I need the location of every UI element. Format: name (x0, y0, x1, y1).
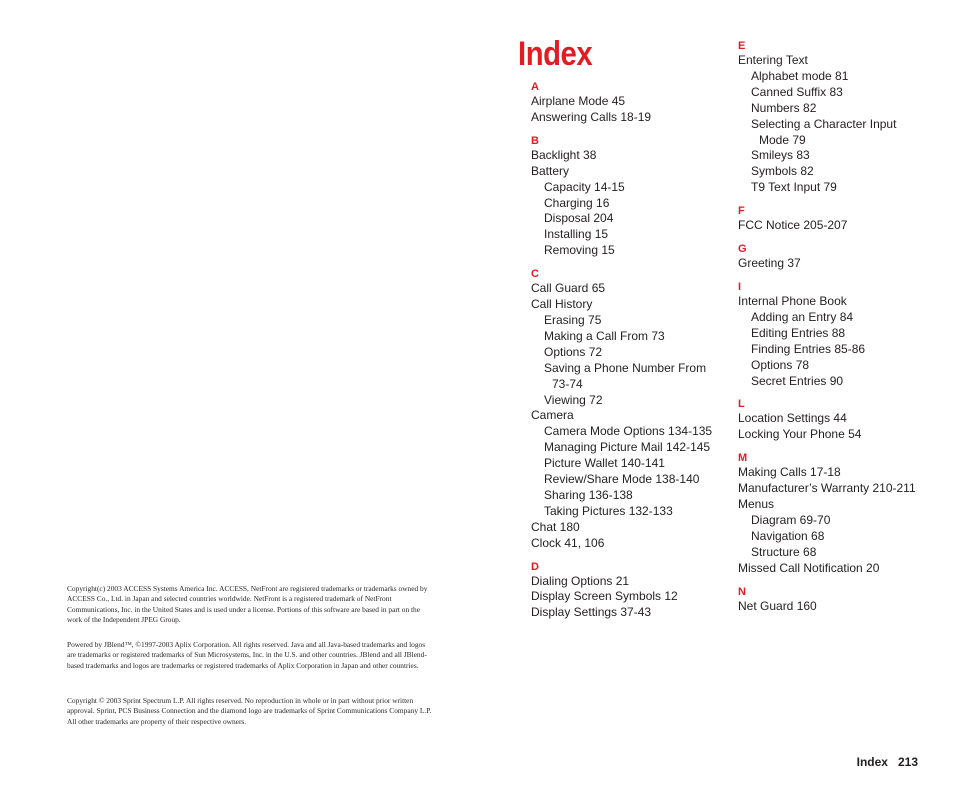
index-subentry: Viewing 72 (544, 392, 603, 407)
index-subentry: Installing 15 (544, 227, 609, 242)
index-column-left (531, 80, 731, 629)
index-column-right (738, 39, 938, 622)
section-letter: G (738, 243, 747, 256)
index-entry: Camera (531, 408, 574, 423)
index-subentry: Saving a Phone Number From (544, 360, 707, 375)
index-entry: Making Calls 17-18 (738, 465, 841, 480)
index-entry: Location Settings 44 (738, 411, 847, 426)
section-letter: M (738, 452, 748, 465)
index-subentry: Smileys 83 (751, 148, 810, 163)
index-entry: Dialing Options 21 (531, 573, 630, 588)
index-section-d (531, 560, 731, 622)
index-entry: Chat 180 (531, 519, 580, 534)
index-entry: Display Screen Symbols 12 (531, 589, 678, 604)
index-subentry: T9 Text Input 79 (751, 180, 837, 195)
footer-label: Index (856, 755, 888, 769)
index-section-m (738, 451, 938, 576)
index-entry: Manufacturer’s Warranty 210-211 (738, 481, 916, 496)
index-entry: Backlight 38 (531, 147, 597, 162)
index-subentry: Symbols 82 (751, 164, 814, 179)
index-subentry: Canned Suffix 83 (751, 84, 843, 99)
index-subentry: Camera Mode Options 134-135 (544, 424, 713, 439)
index-entry: FCC Notice 205-207 (738, 218, 848, 233)
index-section-c (531, 267, 731, 551)
section-letter: B (531, 134, 539, 147)
index-subentry: Review/Share Mode 138-140 (544, 472, 700, 487)
index-subentry: Numbers 82 (751, 100, 817, 115)
index-subentry: Adding an Entry 84 (751, 309, 854, 324)
index-subentry: Alphabet mode 81 (751, 68, 849, 83)
index-subentry: Structure 68 (751, 544, 817, 559)
index-subentry: Options 78 (751, 357, 810, 372)
index-subentry: Removing 15 (544, 243, 615, 258)
index-section-g (738, 242, 938, 272)
index-subentry-continuation: 73-74 (552, 376, 583, 391)
section-letter: I (738, 280, 742, 293)
legal-text: Copyright © 2003 Sprint Spectrum L.P. All rights reserved. No reproduction in whole or in part without prior written approval. Sprint, PCS Business Connection and the diamond logo are trademarks of Sprint Communications Company L.P. All other trademarks are property of their respective owners. (67, 696, 432, 726)
index-section-l (738, 397, 938, 443)
section-letter: D (531, 560, 539, 573)
index-entry: Missed Call Notification 20 (738, 560, 880, 575)
index-section-b (531, 134, 731, 259)
index-subentry-continuation: Mode 79 (759, 132, 806, 147)
index-subentry: Options 72 (544, 344, 603, 359)
index-subentry: Disposal 204 (544, 211, 614, 226)
index-entry: Airplane Mode 45 (531, 94, 626, 108)
index-section-e (738, 39, 938, 196)
index-subentry: Picture Wallet 140-141 (544, 456, 665, 471)
index-subentry: Making a Call From 73 (544, 328, 665, 343)
index-subentry: Selecting a Character Input (751, 116, 897, 131)
index-subentry: Navigation 68 (751, 528, 825, 543)
index-section-n (738, 585, 938, 615)
index-subentry: Editing Entries 88 (751, 325, 846, 340)
section-letter: E (738, 40, 746, 52)
legal-text: Powered by JBlend™, ©1997-2003 Aplix Corporation. All rights reserved. Java and all Java-based trademarks and logos are trademarks or registered trademarks of Sun Microsystems, Inc. in the U.S. and other countries. JBlend and all JBlend-based trademarks and logos are trademarks or registered trademarks of Aplix Corporation in Japan and other countries. (67, 640, 427, 670)
section-letter: L (738, 398, 745, 411)
index-entry: Locking Your Phone 54 (738, 427, 862, 442)
index-subentry: Capacity 14-15 (544, 179, 625, 194)
index-entry: Call History (531, 297, 593, 312)
index-section-i (738, 280, 938, 389)
section-letter: F (738, 205, 745, 218)
index-section-f (738, 204, 938, 234)
index-entry: Clock 41, 106 (531, 535, 605, 550)
index-entry: Internal Phone Book (738, 293, 847, 308)
page-number: 213 (897, 755, 918, 769)
index-entry: Call Guard 65 (531, 281, 606, 296)
index-entry: Answering Calls 18-19 (531, 109, 652, 124)
index-entry: Greeting 37 (738, 256, 801, 271)
legal-text: Copyright(c) 2003 ACCESS Systems America Inc. ACCESS, NetFront are registered trademarks or trademarks owned by ACCESS Co., Ltd. in Japan and selected countries worldwide. NetFront is a registered trademark of NetFront Communications, Inc. in the United States and is used under a license. Portions of this software are based in part on the work of the Independent JPEG Group. (67, 584, 428, 625)
index-subentry: Charging 16 (544, 195, 610, 210)
page-title: Index (518, 35, 593, 73)
index-subentry: Sharing 136-138 (544, 487, 633, 502)
page-footer (857, 755, 918, 769)
copyright-jblend-notice (67, 640, 435, 671)
copyright-access-notice (67, 584, 435, 626)
index-subentry: Taking Pictures 132-133 (544, 503, 673, 518)
index-entry: Battery (531, 163, 570, 178)
copyright-sprint-notice (67, 696, 435, 727)
index-subentry: Erasing 75 (544, 312, 602, 327)
index-entry: Net Guard 160 (738, 598, 817, 613)
index-entry: Entering Text (738, 53, 808, 67)
index-subentry: Secret Entries 90 (751, 373, 844, 388)
index-section-a (531, 80, 731, 126)
section-letter: C (531, 268, 539, 281)
index-entry: Display Settings 37-43 (531, 605, 652, 620)
index-subentry: Finding Entries 85-86 (751, 341, 866, 356)
section-letter: A (531, 81, 539, 93)
index-subentry: Managing Picture Mail 142-145 (544, 440, 711, 455)
index-subentry: Diagram 69-70 (751, 512, 831, 527)
index-entry: Menus (738, 497, 775, 512)
section-letter: N (738, 585, 746, 598)
